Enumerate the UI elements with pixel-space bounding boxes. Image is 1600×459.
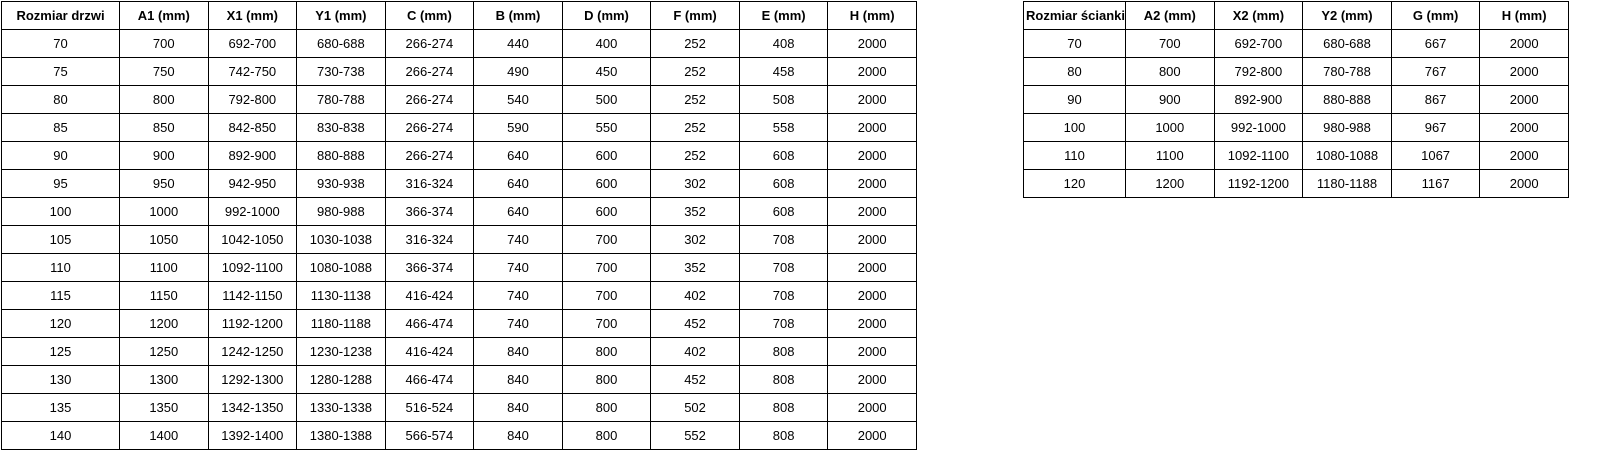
table-row bbox=[2, 30, 917, 58]
table-cell: 120 bbox=[2, 310, 120, 338]
table-row bbox=[2, 310, 917, 338]
table-cell: 1200 bbox=[120, 310, 209, 338]
table-cell: 600 bbox=[562, 198, 651, 226]
table-cell: 1180-1188 bbox=[1303, 170, 1392, 198]
table-cell: 2000 bbox=[828, 310, 917, 338]
door-sizes-table bbox=[1, 1, 917, 450]
table-cell: 980-988 bbox=[297, 198, 386, 226]
table-cell: 2000 bbox=[828, 366, 917, 394]
table-row bbox=[1024, 114, 1569, 142]
table-cell: 1080-1088 bbox=[1303, 142, 1392, 170]
door-sizes-table-body bbox=[2, 30, 917, 450]
table-cell: 1400 bbox=[120, 422, 209, 450]
table-row bbox=[2, 114, 917, 142]
table-cell: 800 bbox=[1126, 58, 1215, 86]
table-cell: 1050 bbox=[120, 226, 209, 254]
table-cell: 700 bbox=[120, 30, 209, 58]
table-cell: 1150 bbox=[120, 282, 209, 310]
table-cell: 2000 bbox=[1480, 114, 1569, 142]
table-cell: 1200 bbox=[1126, 170, 1215, 198]
table-cell: 115 bbox=[2, 282, 120, 310]
table-row bbox=[2, 142, 917, 170]
table-cell: 880-888 bbox=[297, 142, 386, 170]
table-cell: 1342-1350 bbox=[208, 394, 297, 422]
table-cell: 552 bbox=[651, 422, 740, 450]
table-cell: 266-274 bbox=[385, 30, 474, 58]
table-cell: 640 bbox=[474, 170, 563, 198]
table-cell: 252 bbox=[651, 114, 740, 142]
table-cell: 1080-1088 bbox=[297, 254, 386, 282]
table-row bbox=[1024, 170, 1569, 198]
table-cell: 440 bbox=[474, 30, 563, 58]
table-cell: 302 bbox=[651, 226, 740, 254]
table-cell: 1180-1188 bbox=[297, 310, 386, 338]
table-cell: 1092-1100 bbox=[1214, 142, 1303, 170]
table-cell: 540 bbox=[474, 86, 563, 114]
table-cell: 667 bbox=[1391, 30, 1480, 58]
wall-sizes-table bbox=[1023, 1, 1569, 198]
table-cell: 708 bbox=[739, 282, 828, 310]
table-row bbox=[1024, 142, 1569, 170]
table-cell: 700 bbox=[562, 282, 651, 310]
table-cell: 740 bbox=[474, 226, 563, 254]
column-header: X2 (mm) bbox=[1214, 2, 1303, 30]
table-cell: 1392-1400 bbox=[208, 422, 297, 450]
table-cell: 2000 bbox=[828, 282, 917, 310]
column-header: D (mm) bbox=[562, 2, 651, 30]
wall-sizes-table-body bbox=[1024, 30, 1569, 198]
table-cell: 680-688 bbox=[297, 30, 386, 58]
table-cell: 508 bbox=[739, 86, 828, 114]
table-cell: 840 bbox=[474, 366, 563, 394]
table-cell: 800 bbox=[120, 86, 209, 114]
table-cell: 830-838 bbox=[297, 114, 386, 142]
table-cell: 316-324 bbox=[385, 226, 474, 254]
table-cell: 70 bbox=[1024, 30, 1126, 58]
table-header-row bbox=[1024, 2, 1569, 30]
table-cell: 980-988 bbox=[1303, 114, 1392, 142]
table-cell: 266-274 bbox=[385, 86, 474, 114]
table-cell: 125 bbox=[2, 338, 120, 366]
table-cell: 740 bbox=[474, 254, 563, 282]
table-cell: 808 bbox=[739, 338, 828, 366]
column-header: A2 (mm) bbox=[1126, 2, 1215, 30]
table-cell: 1167 bbox=[1391, 170, 1480, 198]
column-header: Rozmiar ścianki bbox=[1024, 2, 1126, 30]
table-cell: 566-574 bbox=[385, 422, 474, 450]
table-cell: 100 bbox=[1024, 114, 1126, 142]
table-cell: 416-424 bbox=[385, 338, 474, 366]
table-cell: 366-374 bbox=[385, 198, 474, 226]
table-cell: 892-900 bbox=[208, 142, 297, 170]
table-cell: 120 bbox=[1024, 170, 1126, 198]
table-cell: 992-1000 bbox=[208, 198, 297, 226]
table-cell: 502 bbox=[651, 394, 740, 422]
table-cell: 95 bbox=[2, 170, 120, 198]
table-row bbox=[1024, 30, 1569, 58]
table-cell: 1067 bbox=[1391, 142, 1480, 170]
table-cell: 708 bbox=[739, 254, 828, 282]
door-sizes-table-header bbox=[2, 2, 917, 30]
table-row bbox=[2, 394, 917, 422]
table-cell: 1250 bbox=[120, 338, 209, 366]
table-cell: 1100 bbox=[1126, 142, 1215, 170]
table-cell: 640 bbox=[474, 142, 563, 170]
table-cell: 700 bbox=[562, 310, 651, 338]
table-cell: 1380-1388 bbox=[297, 422, 386, 450]
table-cell: 2000 bbox=[828, 394, 917, 422]
table-cell: 808 bbox=[739, 422, 828, 450]
table-row bbox=[2, 170, 917, 198]
table-cell: 452 bbox=[651, 366, 740, 394]
table-row bbox=[2, 86, 917, 114]
table-cell: 800 bbox=[562, 422, 651, 450]
table-cell: 608 bbox=[739, 170, 828, 198]
table-cell: 608 bbox=[739, 142, 828, 170]
table-cell: 2000 bbox=[828, 114, 917, 142]
table-cell: 780-788 bbox=[1303, 58, 1392, 86]
table-cell: 450 bbox=[562, 58, 651, 86]
table-cell: 1280-1288 bbox=[297, 366, 386, 394]
table-cell: 2000 bbox=[828, 58, 917, 86]
table-cell: 840 bbox=[474, 422, 563, 450]
table-cell: 1350 bbox=[120, 394, 209, 422]
column-header: Y1 (mm) bbox=[297, 2, 386, 30]
table-row bbox=[2, 198, 917, 226]
table-cell: 2000 bbox=[1480, 142, 1569, 170]
column-header: C (mm) bbox=[385, 2, 474, 30]
table-row bbox=[2, 282, 917, 310]
table-cell: 808 bbox=[739, 366, 828, 394]
table-cell: 400 bbox=[562, 30, 651, 58]
table-cell: 740 bbox=[474, 282, 563, 310]
table-row bbox=[2, 422, 917, 450]
table-cell: 1000 bbox=[120, 198, 209, 226]
table-cell: 402 bbox=[651, 338, 740, 366]
table-cell: 730-738 bbox=[297, 58, 386, 86]
table-cell: 500 bbox=[562, 86, 651, 114]
table-cell: 516-524 bbox=[385, 394, 474, 422]
table-cell: 140 bbox=[2, 422, 120, 450]
table-cell: 792-800 bbox=[1214, 58, 1303, 86]
table-cell: 75 bbox=[2, 58, 120, 86]
table-cell: 2000 bbox=[828, 422, 917, 450]
column-header: G (mm) bbox=[1391, 2, 1480, 30]
table-cell: 452 bbox=[651, 310, 740, 338]
table-cell: 105 bbox=[2, 226, 120, 254]
table-cell: 252 bbox=[651, 30, 740, 58]
table-row bbox=[1024, 86, 1569, 114]
table-cell: 967 bbox=[1391, 114, 1480, 142]
table-cell: 780-788 bbox=[297, 86, 386, 114]
table-cell: 708 bbox=[739, 226, 828, 254]
table-cell: 2000 bbox=[828, 226, 917, 254]
table-cell: 550 bbox=[562, 114, 651, 142]
table-header-row bbox=[2, 2, 917, 30]
table-cell: 80 bbox=[2, 86, 120, 114]
table-cell: 840 bbox=[474, 338, 563, 366]
table-cell: 1000 bbox=[1126, 114, 1215, 142]
table-cell: 800 bbox=[562, 394, 651, 422]
column-header: X1 (mm) bbox=[208, 2, 297, 30]
table-row bbox=[2, 338, 917, 366]
table-cell: 416-424 bbox=[385, 282, 474, 310]
table-cell: 252 bbox=[651, 58, 740, 86]
table-cell: 700 bbox=[562, 254, 651, 282]
table-cell: 2000 bbox=[828, 86, 917, 114]
table-cell: 700 bbox=[562, 226, 651, 254]
table-cell: 1030-1038 bbox=[297, 226, 386, 254]
table-cell: 600 bbox=[562, 170, 651, 198]
table-cell: 2000 bbox=[1480, 86, 1569, 114]
table-cell: 110 bbox=[2, 254, 120, 282]
column-header: F (mm) bbox=[651, 2, 740, 30]
table-cell: 1130-1138 bbox=[297, 282, 386, 310]
table-cell: 1242-1250 bbox=[208, 338, 297, 366]
table-cell: 1300 bbox=[120, 366, 209, 394]
table-cell: 458 bbox=[739, 58, 828, 86]
table-cell: 100 bbox=[2, 198, 120, 226]
table-cell: 2000 bbox=[828, 30, 917, 58]
table-cell: 590 bbox=[474, 114, 563, 142]
table-row bbox=[2, 254, 917, 282]
table-cell: 808 bbox=[739, 394, 828, 422]
table-cell: 2000 bbox=[828, 198, 917, 226]
column-header: E (mm) bbox=[739, 2, 828, 30]
table-cell: 842-850 bbox=[208, 114, 297, 142]
table-cell: 80 bbox=[1024, 58, 1126, 86]
table-cell: 700 bbox=[1126, 30, 1215, 58]
table-cell: 135 bbox=[2, 394, 120, 422]
table-cell: 316-324 bbox=[385, 170, 474, 198]
table-cell: 252 bbox=[651, 86, 740, 114]
table-cell: 2000 bbox=[828, 142, 917, 170]
table-cell: 942-950 bbox=[208, 170, 297, 198]
table-cell: 708 bbox=[739, 310, 828, 338]
table-cell: 800 bbox=[562, 338, 651, 366]
column-header: Rozmiar drzwi bbox=[2, 2, 120, 30]
table-cell: 90 bbox=[2, 142, 120, 170]
table-cell: 767 bbox=[1391, 58, 1480, 86]
table-cell: 750 bbox=[120, 58, 209, 86]
table-cell: 692-700 bbox=[1214, 30, 1303, 58]
table-cell: 608 bbox=[739, 198, 828, 226]
table-cell: 850 bbox=[120, 114, 209, 142]
table-cell: 900 bbox=[1126, 86, 1215, 114]
table-cell: 692-700 bbox=[208, 30, 297, 58]
table-cell: 800 bbox=[562, 366, 651, 394]
table-cell: 85 bbox=[2, 114, 120, 142]
table-cell: 130 bbox=[2, 366, 120, 394]
table-row bbox=[1024, 58, 1569, 86]
table-cell: 930-938 bbox=[297, 170, 386, 198]
table-cell: 992-1000 bbox=[1214, 114, 1303, 142]
table-cell: 680-688 bbox=[1303, 30, 1392, 58]
table-cell: 1292-1300 bbox=[208, 366, 297, 394]
table-cell: 792-800 bbox=[208, 86, 297, 114]
table-cell: 840 bbox=[474, 394, 563, 422]
table-cell: 90 bbox=[1024, 86, 1126, 114]
column-header: Y2 (mm) bbox=[1303, 2, 1392, 30]
table-cell: 1042-1050 bbox=[208, 226, 297, 254]
table-cell: 490 bbox=[474, 58, 563, 86]
table-cell: 2000 bbox=[1480, 170, 1569, 198]
table-cell: 402 bbox=[651, 282, 740, 310]
table-cell: 2000 bbox=[1480, 58, 1569, 86]
table-cell: 352 bbox=[651, 198, 740, 226]
table-cell: 880-888 bbox=[1303, 86, 1392, 114]
wall-sizes-table-header bbox=[1024, 2, 1569, 30]
table-cell: 2000 bbox=[828, 254, 917, 282]
column-header: H (mm) bbox=[1480, 2, 1569, 30]
table-cell: 742-750 bbox=[208, 58, 297, 86]
table-cell: 600 bbox=[562, 142, 651, 170]
table-cell: 740 bbox=[474, 310, 563, 338]
table-cell: 466-474 bbox=[385, 310, 474, 338]
table-cell: 1100 bbox=[120, 254, 209, 282]
table-cell: 1192-1200 bbox=[208, 310, 297, 338]
table-cell: 302 bbox=[651, 170, 740, 198]
table-cell: 252 bbox=[651, 142, 740, 170]
table-cell: 1092-1100 bbox=[208, 254, 297, 282]
table-row bbox=[2, 58, 917, 86]
column-header: B (mm) bbox=[474, 2, 563, 30]
table-cell: 110 bbox=[1024, 142, 1126, 170]
table-cell: 70 bbox=[2, 30, 120, 58]
table-cell: 1142-1150 bbox=[208, 282, 297, 310]
table-cell: 1192-1200 bbox=[1214, 170, 1303, 198]
table-cell: 640 bbox=[474, 198, 563, 226]
table-cell: 558 bbox=[739, 114, 828, 142]
table-row bbox=[2, 366, 917, 394]
table-cell: 2000 bbox=[828, 170, 917, 198]
table-cell: 266-274 bbox=[385, 142, 474, 170]
table-row bbox=[2, 226, 917, 254]
table-cell: 900 bbox=[120, 142, 209, 170]
table-cell: 1330-1338 bbox=[297, 394, 386, 422]
table-cell: 2000 bbox=[1480, 30, 1569, 58]
table-cell: 266-274 bbox=[385, 114, 474, 142]
table-cell: 1230-1238 bbox=[297, 338, 386, 366]
table-cell: 366-374 bbox=[385, 254, 474, 282]
table-cell: 266-274 bbox=[385, 58, 474, 86]
table-cell: 892-900 bbox=[1214, 86, 1303, 114]
column-header: H (mm) bbox=[828, 2, 917, 30]
column-header: A1 (mm) bbox=[120, 2, 209, 30]
table-cell: 2000 bbox=[828, 338, 917, 366]
table-cell: 466-474 bbox=[385, 366, 474, 394]
table-cell: 408 bbox=[739, 30, 828, 58]
table-cell: 950 bbox=[120, 170, 209, 198]
table-cell: 352 bbox=[651, 254, 740, 282]
table-cell: 867 bbox=[1391, 86, 1480, 114]
